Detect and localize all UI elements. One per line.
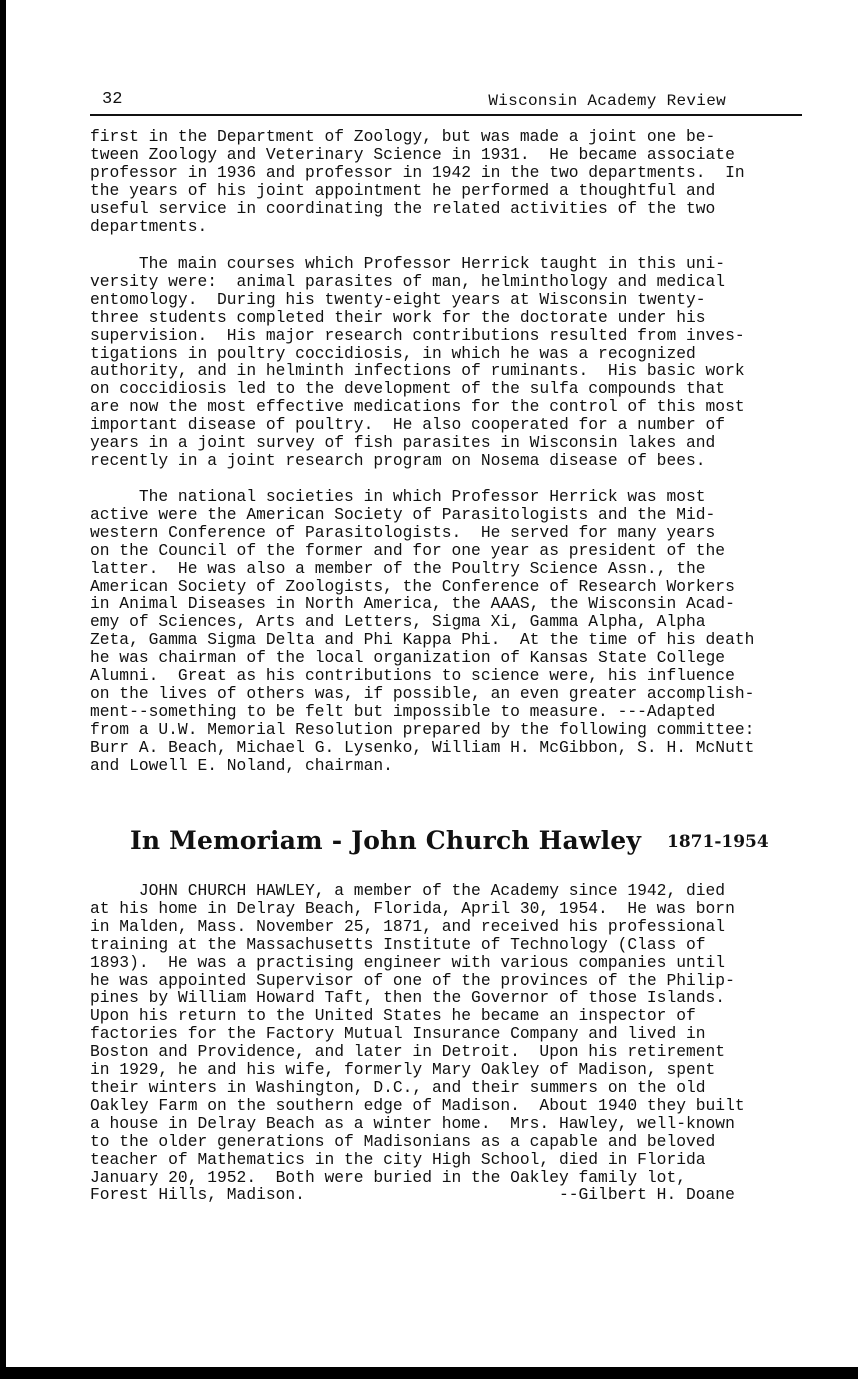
- paragraph-hawley: JOHN CHURCH HAWLEY, a member of the Academy since 1942, died at his home in Delray Beach, Florida, April 30, 1954. He was born in Malden, Mass. November 25, 1871, and received his professional training at the Massachusetts Institute of Technology (Class of 1893). He was a practising engineer with various companies until he was appointed Supervisor of one of the provinces of the Philip- pines by William Howard Taft, then the Governor of those Islands. Upon his return to the United States he became an inspector of factories for the Factory Mutual Insurance Company and lived in Boston and Providence, and later in Detroit. Upon his retirement in 1929, he and his wife, formerly Mary Oakley of Madison, spent their winters in Washington, D.C., and their summers on the old Oakley Farm on the southern edge of Madison. About 1940 they built a house in Delray Beach as a winter home. Mrs. Hawley, well-known to the older generations of Madisonians as a capable and beloved teacher of Mathematics in the city High School, died in Florida January 20, 1952. Both were buried in the Oakley family lot, Forest Hills, Madison. --Gilbert H. Doane: [90, 881, 745, 1205]
- page-number: 32: [102, 90, 123, 109]
- memoriam-years: 1871-1954: [667, 832, 769, 852]
- paragraph-courses: The main courses which Professor Herrick taught in this uni- versity were: animal parasites of man, helminthology and medical entomology. During his twenty-eight years at Wisconsin twenty- three students completed their work for the doctorate under his supervision. His major research contributions resulted from inves- tigations in poultry coccidiosis, in which he was a recognized authority, and in helminth infections of ruminants. His basic work on coccidiosis led to the development of the sulfa compounds that are now the most effective medications for the control of this most important disease of poultry. He also cooperated for a number of years in a joint survey of fish parasites in Wisconsin lakes and recently in a joint research program on Nosema disease of bees.: [90, 254, 745, 470]
- paragraph-appointment: first in the Department of Zoology, but was made a joint one be- tween Zoology and Veterinary Science in 1931. He became associate professor in 1936 and professor in 1942 in the two departments. In the years of his joint appointment he performed a thoughtful and useful service in coordinating the related activities of the two departments.: [90, 127, 745, 236]
- scan-bottom-edge: [0, 1367, 858, 1379]
- running-title: Wisconsin Academy Review: [488, 92, 726, 110]
- paragraph-societies: The national societies in which Professor Herrick was most active were the American Society of Parasitologists and the Mid- western Conference of Parasitologists. He served for many years on the Council of the former and for one year as president of the latter. He was also a member of the Poultry Science Assn., the American Society of Zoologists, the Conference of Research Workers in Animal Diseases in North America, the AAAS, the Wisconsin Acad- emy of Sciences, Arts and Letters, Sigma Xi, Gamma Alpha, Alpha Zeta, Gamma Sigma Delta and Phi Kappa Phi. At the time of his death he was chairman of the local organization of Kansas State College Alumni. Great as his contributions to science were, his influence on the lives of others was, if possible, an even greater accomplish- ment--something to be felt but impossible to measure. ---Adapted from a U.W. Memorial Resolution prepared by the following committee: Burr A. Beach, Michael G. Lysenko, William H. McGibbon, S. H. McNutt and Lowell E. Noland, chairman.: [90, 487, 755, 775]
- scan-left-edge: [0, 0, 6, 1379]
- memoriam-heading: In Memoriam - John Church Hawley: [130, 826, 642, 855]
- page-header: [90, 88, 802, 116]
